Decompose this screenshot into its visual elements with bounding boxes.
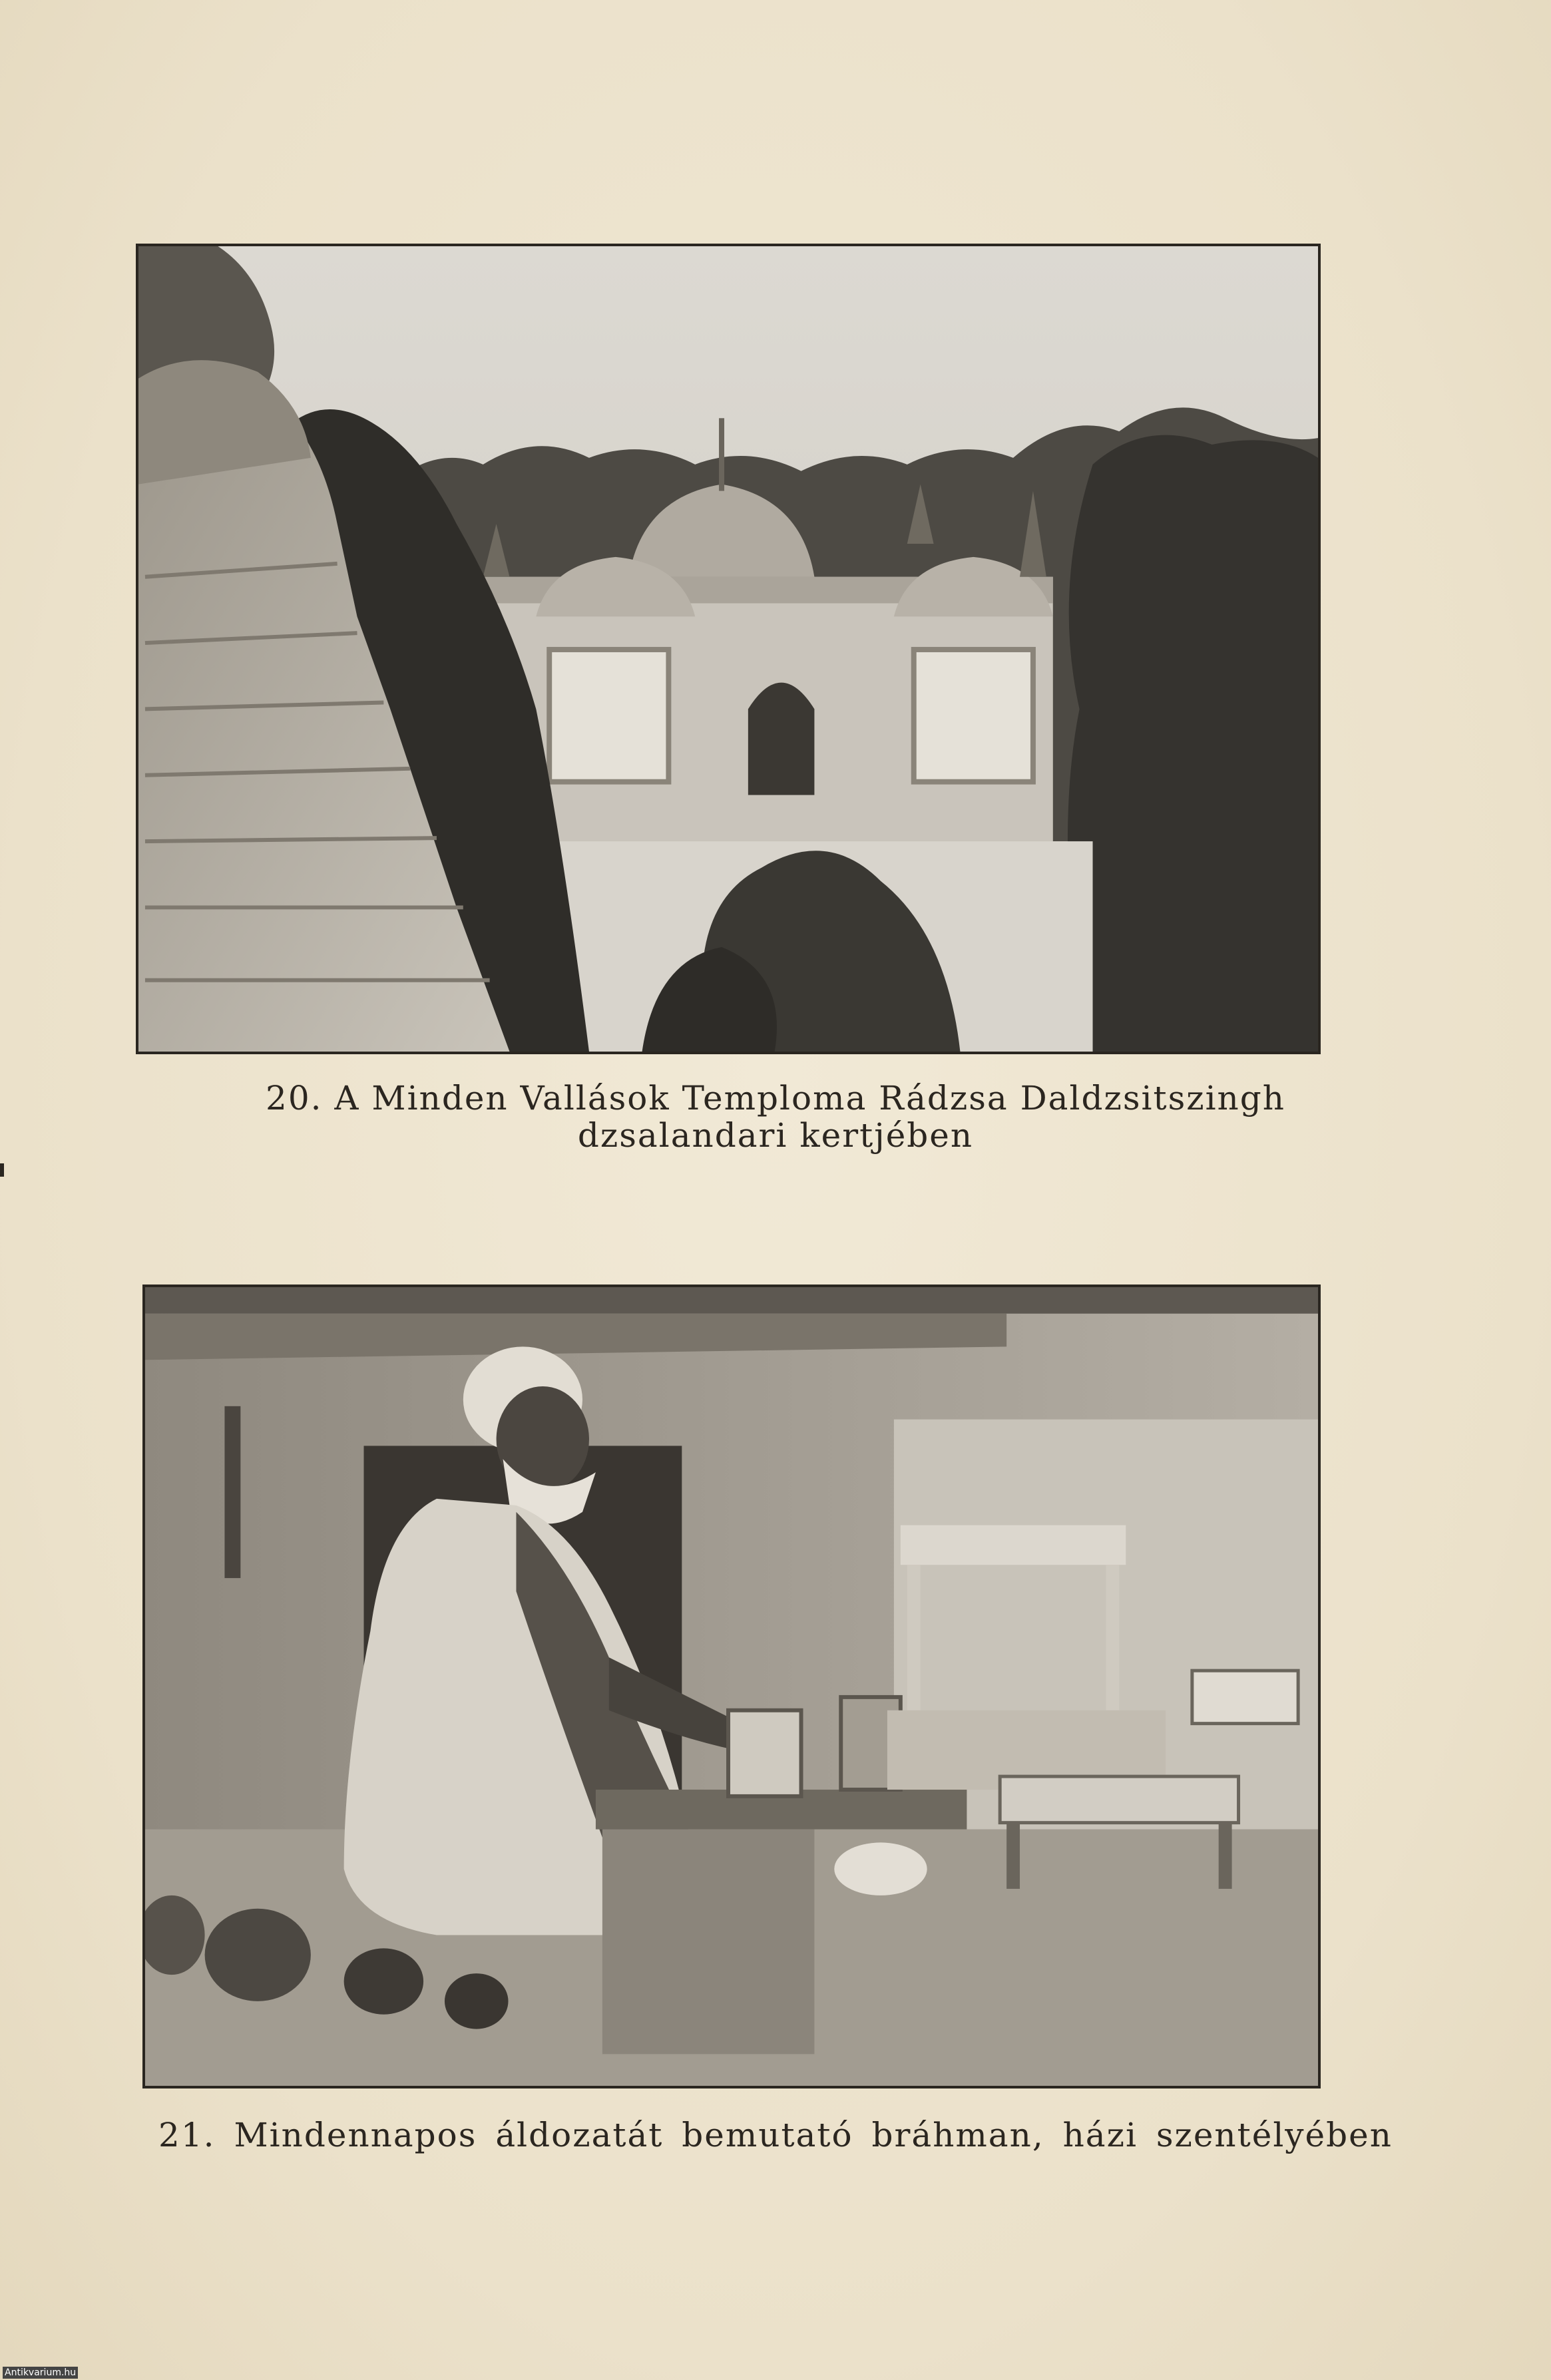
caption-plate-20-line-1: 20. A Minden Vallások Temploma Rádzsa Daldzsitszingh bbox=[266, 1079, 1285, 1117]
caption-plate-20 bbox=[0, 1080, 1551, 1154]
photo-brahmin-shrine bbox=[142, 1285, 1321, 2088]
edge-mark bbox=[0, 1163, 4, 1177]
caption-plate-21-line-1: 21. Mindennapos áldozatát bemutató bráhman, házi szentélyében bbox=[158, 2116, 1393, 2154]
watermark: Antikvarium.hu bbox=[3, 2367, 78, 2379]
photo-temple-garden bbox=[136, 244, 1321, 1054]
caption-plate-21 bbox=[0, 2116, 1551, 2154]
brahmin-photo-image bbox=[145, 1287, 1318, 2086]
caption-plate-20-line-2: dzsalandari kertjében bbox=[577, 1116, 974, 1155]
temple-photo-image bbox=[138, 246, 1318, 1052]
